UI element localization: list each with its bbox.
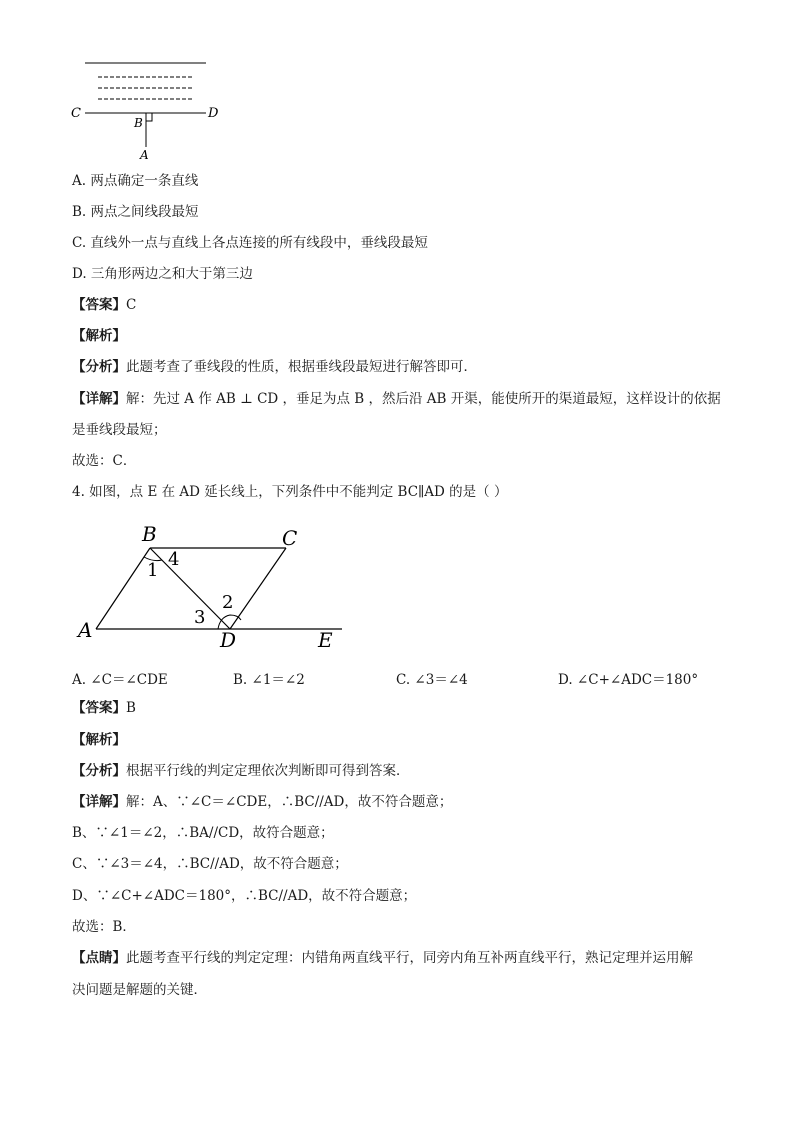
label-d: D [220, 628, 237, 652]
q3-fenxi [72, 357, 477, 377]
fenxi-text: 此题考查了垂线段的性质，根据垂线段最短进行解答即可． [126, 359, 477, 375]
q4-option-d: D. ∠C+∠ADC＝180° [558, 672, 699, 688]
fenxi-label: 【分析】 [72, 763, 126, 779]
angle-label-1: 1 [147, 560, 159, 581]
q4-guxuan: 故选：B． [72, 919, 136, 935]
fenxi-label: 【分析】 [72, 359, 126, 375]
answer-value: C [126, 297, 137, 313]
q4-dianjing-line2: 决问题是解题的关键． [72, 982, 207, 998]
q4-answer [72, 698, 136, 718]
q3-guxuan: 故选：C． [72, 453, 137, 469]
label-b: B [142, 522, 157, 546]
segment-ab [96, 548, 150, 629]
q3-analysis-label: 【解析】 [72, 328, 126, 344]
xiangjie-label: 【详解】 [72, 794, 126, 810]
q3-xiangjie-line2: 是垂线段最短； [72, 422, 167, 438]
q3-xiangjie-line1 [72, 389, 721, 409]
q4-option-a: A. ∠C＝∠CDE [72, 672, 168, 688]
figure-perpendicular-channel [60, 55, 230, 165]
answer-label: 【答案】 [72, 297, 126, 313]
q4-line-b: B、∵∠1＝∠2，∴BA//CD，故符合题意； [72, 825, 334, 841]
fenxi-text: 根据平行线的判定定理依次判断即可得到答案． [126, 763, 410, 779]
q4-stem: 4. 如图，点 E 在 AD 延长线上，下列条件中不能判定 BC∥AD 的是（ ） [72, 484, 508, 500]
q3-option-b: B. 两点之间线段最短 [72, 204, 199, 220]
q3-option-c: C. 直线外一点与直线上各点连接的所有线段中，垂线段最短 [72, 235, 428, 251]
q4-fenxi [72, 761, 410, 781]
label-a: A [78, 618, 93, 642]
q4-option-b: B. ∠1＝∠2 [233, 672, 305, 688]
q3-option-d: D. 三角形两边之和大于第三边 [72, 266, 253, 282]
q4-dianjing-line1 [72, 948, 693, 968]
q4-line-d: D、∵∠C+∠ADC＝180°，∴BC//AD，故不符合题意； [72, 888, 417, 904]
label-c: C [71, 106, 81, 121]
figure-parallelogram [70, 515, 360, 655]
dianjing-label: 【点睛】 [72, 950, 126, 966]
q4-line-c: C、∵∠3＝∠4，∴BC//AD，故不符合题意； [72, 856, 348, 872]
xiangjie-text: 解：先过 A 作 AB ⊥ CD ，垂足为点 B ，然后沿 AB 开渠，能使所开的渠道最短，这样设计的依据 [126, 391, 721, 407]
label-d: D [208, 106, 219, 121]
angle-arc-d [218, 615, 241, 629]
dianjing-text: 此题考查平行线的判定定理：内错角两直线平行，同旁内角互补两直线平行，熟记定理并运用解 [126, 950, 693, 966]
xiangjie-text: 解：A、∵∠C＝∠CDE，∴BC//AD，故不符合题意； [126, 794, 453, 810]
q4-xiangjie-line1 [72, 792, 452, 812]
label-a: A [140, 148, 149, 162]
label-c: C [282, 526, 298, 550]
label-b: B [134, 116, 143, 130]
angle-label-2: 2 [222, 592, 234, 613]
answer-value: B [126, 700, 136, 716]
q4-option-c: C. ∠3＝∠4 [396, 672, 468, 688]
q4-analysis-label: 【解析】 [72, 732, 126, 748]
right-angle-mark [146, 113, 152, 121]
label-e: E [318, 628, 333, 652]
answer-label: 【答案】 [72, 700, 126, 716]
xiangjie-label: 【详解】 [72, 391, 126, 407]
angle-label-4: 4 [168, 549, 180, 570]
angle-label-3: 3 [194, 607, 206, 628]
q3-answer [72, 295, 136, 315]
q3-option-a: A. 两点确定一条直线 [72, 173, 199, 189]
